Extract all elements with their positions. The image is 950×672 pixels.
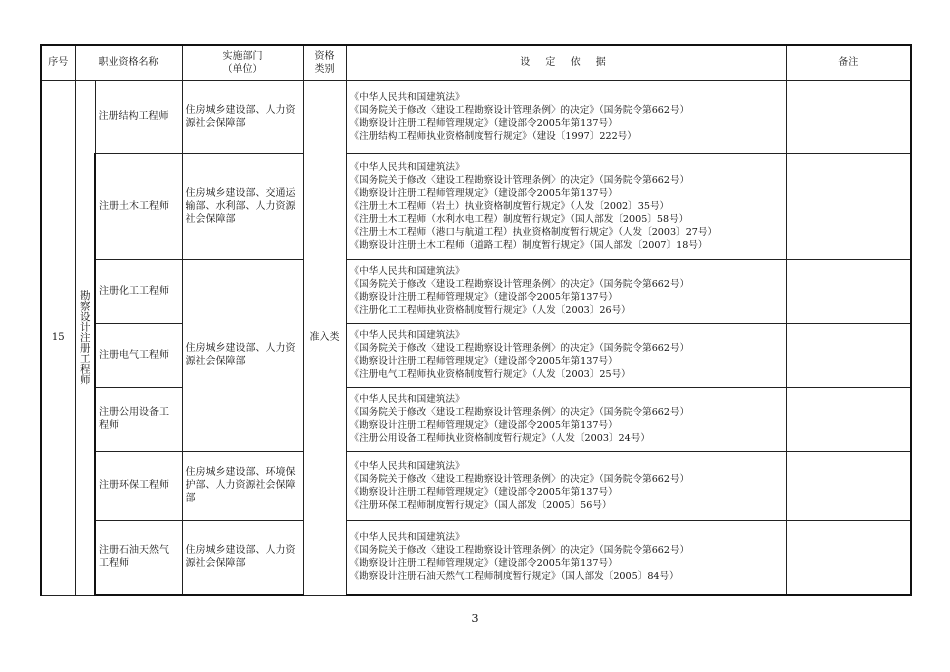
basis-cell [346, 451, 786, 520]
implementing-dept: 住房城乡建设部、环境保护部、人力资源社会保障部 [182, 451, 303, 520]
implementing-dept: 住房城乡建设部、交通运输部、水利部、人力资源社会保障部 [182, 153, 303, 259]
basis-line: 《勘察设计注册工程师管理规定》（建设部令2005年第137号） [349, 292, 618, 303]
basis-line: 《勘察设计注册石油天然气工程师制度暂行规定》（国人部发〔2005〕84号） [349, 571, 679, 583]
header-row [41, 45, 911, 80]
remark-cell [786, 259, 911, 323]
basis-line: 《勘察设计注册工程师管理规定》（建设部令2005年第137号） [349, 187, 618, 199]
basis-cell [346, 520, 786, 595]
basis-line: 《注册环保工程师制度暂行规定》（国人部发〔2005〕56号） [349, 499, 612, 511]
basis-cell [346, 259, 786, 323]
remark-cell [786, 451, 911, 520]
remark-cell [786, 387, 911, 451]
basis-line: 《中华人民共和国建筑法》 [349, 532, 465, 544]
basis-line: 《中华人民共和国建筑法》 [349, 266, 465, 277]
table-row [41, 520, 911, 595]
basis-line: 《国务院关于修改〈建设工程勘察设计管理条例〉的决定》（国务院令第662号） [349, 279, 690, 290]
basis-line: 《勘察设计注册工程师管理规定》（建设部令2005年第137号） [349, 356, 618, 367]
basis-line: 《中华人民共和国建筑法》 [349, 394, 465, 405]
basis-line: 《注册公用设备工程师执业资格制度暂行规定》（人发〔2003〕24号） [349, 433, 650, 444]
basis-line: 《国务院关于修改〈建设工程勘察设计管理条例〉的决定》（国务院令第662号） [349, 104, 690, 116]
basis-line: 《国务院关于修改〈建设工程勘察设计管理条例〉的决定》（国务院令第662号） [349, 343, 690, 354]
basis-line: 《勘察设计注册工程师管理规定》（建设部令2005年第137号） [349, 558, 618, 570]
basis-cell [346, 80, 786, 153]
basis-line: 《注册土木工程师（水利水电工程）制度暂行规定》（国人部发〔2005〕58号） [349, 213, 689, 225]
table-row [41, 323, 911, 387]
header-dept-line2: （单位） [222, 63, 263, 75]
basis-line: 《注册土木工程师（岩土）执业资格制度暂行规定》（人发〔2002〕35号） [349, 200, 670, 212]
basis-line: 《中华人民共和国建筑法》 [349, 460, 465, 472]
implementing-dept: 住房城乡建设部、人力资源社会保障部 [182, 259, 303, 451]
basis-line: 《注册结构工程师执业资格制度暂行规定》（建设〔1997〕222号） [349, 130, 637, 142]
remark-cell [786, 323, 911, 387]
basis-line: 《勘察设计注册工程师管理规定》（建设部令2005年第137号） [349, 486, 618, 498]
header-dept [182, 45, 303, 80]
remark-cell [786, 80, 911, 153]
remark-cell [786, 153, 911, 259]
qualification-name: 注册土木工程师 [95, 153, 182, 259]
qualification-name: 注册石油天然气工程师 [95, 520, 182, 595]
basis-line: 《勘察设计注册工程师管理规定》（建设部令2005年第137号） [349, 117, 618, 129]
basis-cell [346, 153, 786, 259]
qualification-name: 注册结构工程师 [95, 80, 182, 153]
group-category [75, 80, 95, 595]
basis-line: 《注册化工工程师执业资格制度暂行规定》（人发〔2003〕26号） [349, 305, 631, 316]
basis-line: 《国务院关于修改〈建设工程勘察设计管理条例〉的决定》（国务院令第662号） [349, 407, 690, 418]
basis-line: 《注册电气工程师执业资格制度暂行规定》（人发〔2003〕25号） [349, 369, 631, 380]
basis-line: 《中华人民共和国建筑法》 [349, 91, 465, 103]
qualification-name: 注册化工工程师 [95, 259, 182, 323]
header-basis [346, 45, 786, 80]
qualification-type: 准入类 [303, 80, 346, 595]
basis-line: 《注册土木工程师（港口与航道工程）执业资格制度暂行规定》（人发〔2003〕27号） [349, 226, 718, 238]
header-dept-line1: 实施部门 [222, 50, 263, 62]
header-type-line2: 类别 [314, 63, 335, 75]
table-row [41, 387, 911, 451]
header-type-line1: 资格 [314, 50, 335, 62]
table-row [41, 80, 911, 153]
header-seq: 序号 [41, 45, 75, 80]
page-number: 3 [471, 612, 479, 625]
implementing-dept: 住房城乡建设部、人力资源社会保障部 [182, 520, 303, 595]
basis-line: 《国务院关于修改〈建设工程勘察设计管理条例〉的决定》（国务院令第662号） [349, 174, 690, 186]
remark-cell [786, 520, 911, 595]
qualification-name: 注册电气工程师 [95, 323, 182, 387]
basis-line: 《中华人民共和国建筑法》 [349, 330, 465, 341]
header-basis-text: 设 定 依 据 [520, 57, 612, 69]
table-row [41, 451, 911, 520]
group-seq: 15 [41, 80, 75, 595]
qualification-name: 注册公用设备工程师 [95, 387, 182, 451]
header-type [303, 45, 346, 80]
basis-line: 《勘察设计注册工程师管理规定》（建设部令2005年第137号） [349, 420, 618, 431]
qualification-table [40, 44, 912, 596]
header-remark: 备注 [786, 45, 911, 80]
header-name: 职业资格名称 [75, 45, 182, 80]
group-category-text: 勘察设计注册工程师 [78, 290, 91, 385]
implementing-dept: 住房城乡建设部、人力资源社会保障部 [182, 80, 303, 153]
basis-line: 《国务院关于修改〈建设工程勘察设计管理条例〉的决定》（国务院令第662号） [349, 545, 690, 557]
basis-cell [346, 323, 786, 387]
basis-cell [346, 387, 786, 451]
basis-line: 《国务院关于修改〈建设工程勘察设计管理条例〉的决定》（国务院令第662号） [349, 473, 690, 485]
table-row [41, 259, 911, 323]
qualification-name: 注册环保工程师 [95, 451, 182, 520]
table-row [41, 153, 911, 259]
basis-line: 《勘察设计注册土木工程师（道路工程）制度暂行规定》（国人部发〔2007〕18号） [349, 239, 708, 251]
basis-line: 《中华人民共和国建筑法》 [349, 161, 465, 173]
